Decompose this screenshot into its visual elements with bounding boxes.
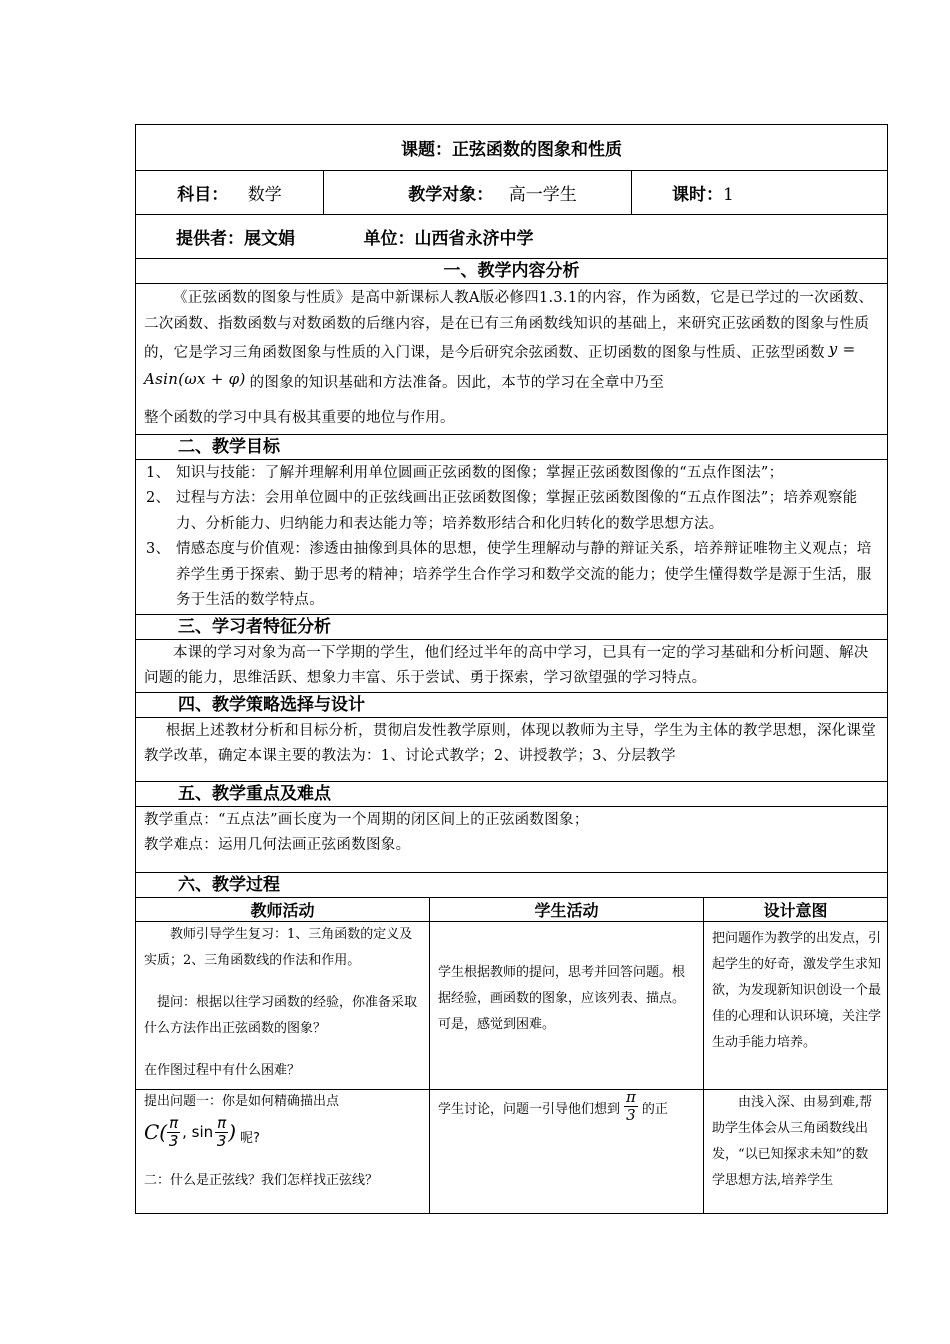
row2-teacher-question: 提出问题一：你是如何精确描出点 (144, 1093, 340, 1109)
header-student (430, 897, 704, 921)
section-4-heading (136, 692, 888, 717)
row1-student (430, 921, 704, 1089)
section-1-title: 一、教学内容分析 (443, 261, 580, 281)
period-label: 课时： (672, 185, 723, 205)
row2-teacher-question-2: 二：什么是正弦线？我们怎样找正弦线？ (144, 1172, 379, 1188)
target-cell (324, 171, 632, 215)
goal-item (136, 461, 881, 487)
fraction-numerator-2: π (217, 1113, 227, 1132)
target-label: 教学对象： (408, 185, 494, 205)
section-3-title: 三、学习者特征分析 (178, 616, 331, 637)
period-cell (632, 171, 888, 215)
target-value: 高一学生 (508, 185, 577, 205)
row1-student-text: 学生根据教师的提问，思考并回答问题。根据经验，画函数的图象，应该列表、描点。可是，感觉到困难。 (438, 964, 686, 1032)
section-2-heading (136, 434, 888, 459)
point-c-label: C( (144, 1120, 168, 1144)
row1-teacher-review: 教师引导学生复习：1、三角函数的定义及实质；2、三角函数线的作法和作用。 (144, 926, 413, 968)
row1-teacher-question: 提问：根据以往学习函数的经验，你准备采取什么方法作出正弦函数的图象？ (144, 994, 418, 1036)
subject-label: 科目： (177, 185, 229, 205)
row2-student-text-b: 的正 (641, 1101, 668, 1117)
provider-text: 提供者：展文娟 (176, 229, 295, 249)
row2-student (430, 1089, 704, 1213)
unit-text: 单位：山西省永济中学 (363, 229, 534, 249)
row2-intent (704, 1089, 888, 1213)
row2-student-text-a: 学生讨论，问题一引导他们想到 (438, 1101, 621, 1117)
subject-value: 数学 (247, 185, 282, 205)
header-student-text: 学生活动 (534, 900, 599, 920)
section-4-body (136, 717, 888, 781)
goal-text: 过程与方法：会用单位圆中的正弦线画出正弦函数图像；掌握正弦函数图像的“五点作图法”；培养观察能力、分析能力、归纳能力和表达能力等；培养数形结合和化归转化的数学思想方法。 (176, 490, 858, 532)
pi-over-3-fraction-2 (215, 1113, 228, 1150)
row2-teacher (136, 1089, 430, 1213)
section-6-title: 六、教学过程 (178, 874, 280, 895)
section-1-heading (136, 259, 888, 284)
goal-text: 知识与技能：了解并理解利用单位圆画正弦函数的图像；掌握正弦函数图像的“五点作图法”； (176, 464, 784, 481)
subject-cell (136, 171, 324, 215)
lesson-plan-table (135, 124, 888, 898)
header-intent-text: 设计意图 (763, 900, 828, 920)
section-5-heading (136, 781, 888, 806)
section-2-body (136, 459, 888, 614)
fraction-denominator-3: 3 (626, 1105, 636, 1124)
lesson-plan-document (135, 124, 887, 1214)
content-analysis-text-b: 的图象的知识基础和方法准备。因此，本节的学习在全章中乃至 (249, 374, 664, 391)
section-5-body (136, 806, 888, 872)
strategy-text: 根据上述教材分析和目标分析，贯彻启发性教学原则，体现以教师为主导，学生为主体的教学思想，深化课堂教学改革，确定本课主要的教法为：1、讨论式教学；2、讲授教学；3、分层教学 (144, 722, 877, 764)
row2-teacher-ne: 呢? (240, 1130, 260, 1146)
fraction-denominator: 3 (168, 1131, 179, 1150)
row1-intent (704, 921, 888, 1089)
learner-analysis-text: 本课的学习对象为高一下学期的学生，他们经过半年的高中学习，已具有一定的学习基础和分析问题、解决问题的能力，思维活跃、想象力丰富、乐于尝试、勇于探索，学习欲望强的学习特点。 (144, 644, 869, 686)
section-2-title: 二、教学目标 (178, 436, 280, 457)
sinusoid-formula: y = Asin(ωx + φ) (144, 340, 856, 388)
sin-label: , sin (182, 1123, 214, 1141)
row1-intent-text: 把问题作为教学的出发点，引起学生的好奇，激发学生求知欲，为发现新知识创设一个最佳的心理和认识环境，关注学生动手能力培养。 (712, 930, 882, 1050)
process-table (135, 897, 888, 1214)
content-analysis-text-c: 整个函数的学习中具有极其重要的地位与作用。 (144, 410, 455, 426)
pi-over-3-fraction (167, 1113, 180, 1150)
row2-intent-text: 由浅入深、由易到难,帮助学生体会从三角函数线出发，“以已知探求未知”的数学思想方法,培养学生 (712, 1094, 873, 1188)
section-3-body (136, 639, 888, 692)
section-5-title: 五、教学重点及难点 (178, 783, 331, 804)
key-point-text: 教学重点：“五点法”画长度为一个周期的闭区间上的正弦函数图象； (144, 811, 589, 828)
period-value: 1 (723, 185, 734, 205)
header-teacher (136, 897, 430, 921)
page-title (136, 125, 888, 171)
row2-student-line (430, 1087, 703, 1124)
row1-teacher-difficulty: 在作图过程中有什么困难？ (144, 1062, 301, 1078)
title-text: 课题：正弦函数的图象和性质 (401, 140, 623, 160)
fraction-numerator-3: π (626, 1087, 636, 1106)
goal-item (136, 486, 881, 537)
goal-number: 2、 (146, 490, 171, 506)
goal-number: 3、 (146, 541, 171, 557)
difficulty-text: 教学难点：运用几何法画正弦函数图象。 (144, 837, 411, 853)
header-intent (704, 897, 888, 921)
header-teacher-text: 教师活动 (250, 900, 315, 920)
section-3-heading (136, 614, 888, 639)
close-paren: ) (228, 1120, 237, 1144)
point-c-expression (144, 1113, 423, 1150)
goal-text: 情感态度与价值观：渗透由抽像到具体的思想，使学生理解动与静的辩证关系，培养辩证唯物主义观点；培养学生勇于探索、勤于思考的精神；培养学生合作学习和数学交流的能力；使学生懂得数学是源于生活，服务于生活的数学特点。 (176, 541, 872, 608)
unit-cell (324, 215, 888, 259)
pi-over-3-fraction-3 (624, 1087, 638, 1124)
row1-teacher (136, 921, 430, 1089)
fraction-numerator: π (169, 1113, 179, 1132)
section-6-heading (136, 872, 888, 897)
goal-number: 1、 (146, 464, 171, 481)
fraction-denominator-2: 3 (216, 1131, 227, 1150)
provider-cell (136, 215, 324, 259)
content-analysis-text-a: 《正弦函数的图象与性质》是高中新课标人教A版必修四1.3.1的内容，作为函数，它是已学过的一次函数、二次函数、指数函数与对数函数的后继内容，是在已有三角函数线知识的基础上，来研究正弦函数的图象与性质的，它是学习三角函数图象与性质的入门课，是今后研究余弦函数、正切函数的图象与性质、正弦型函数 (144, 290, 874, 361)
section-4-title: 四、教学策略选择与设计 (178, 694, 365, 715)
section-1-body (136, 284, 888, 435)
goal-item (136, 537, 881, 614)
